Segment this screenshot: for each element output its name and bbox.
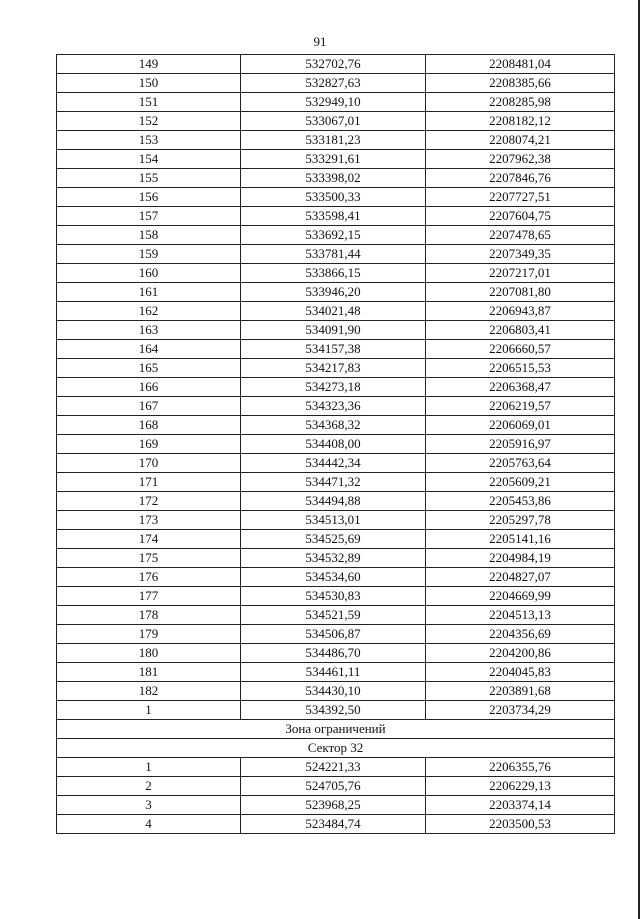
coord-x: 534513,01	[241, 511, 426, 530]
table-row	[57, 701, 615, 720]
point-number: 169	[57, 435, 241, 454]
table-row	[57, 587, 615, 606]
table-row	[57, 188, 615, 207]
coord-x: 534021,48	[241, 302, 426, 321]
coord-x: 533781,44	[241, 245, 426, 264]
coord-y: 2207846,76	[426, 169, 615, 188]
point-number: 155	[57, 169, 241, 188]
coord-y: 2206229,13	[426, 777, 615, 796]
table-row	[57, 796, 615, 815]
coord-x: 534532,89	[241, 549, 426, 568]
table-row	[57, 682, 615, 701]
coord-x: 534486,70	[241, 644, 426, 663]
table-row	[57, 226, 615, 245]
coord-x: 533692,15	[241, 226, 426, 245]
page-number: 91	[313, 34, 327, 49]
point-number: 167	[57, 397, 241, 416]
point-number: 150	[57, 74, 241, 93]
point-number: 168	[57, 416, 241, 435]
point-number: 149	[57, 55, 241, 74]
point-number: 153	[57, 131, 241, 150]
coord-x: 533181,23	[241, 131, 426, 150]
coord-y: 2203374,14	[426, 796, 615, 815]
coord-y: 2208285,98	[426, 93, 615, 112]
coord-y: 2203500,53	[426, 815, 615, 834]
coord-x: 534408,00	[241, 435, 426, 454]
coord-y: 2205453,86	[426, 492, 615, 511]
table-row	[57, 207, 615, 226]
table-row	[57, 777, 615, 796]
coordinates-table	[56, 54, 615, 834]
coord-x: 533598,41	[241, 207, 426, 226]
coord-x: 534273,18	[241, 378, 426, 397]
point-number: 179	[57, 625, 241, 644]
coord-x: 533067,01	[241, 112, 426, 131]
point-number: 2	[57, 777, 241, 796]
point-number: 162	[57, 302, 241, 321]
point-number: 177	[57, 587, 241, 606]
coord-y: 2204356,69	[426, 625, 615, 644]
coord-x: 532949,10	[241, 93, 426, 112]
point-number: 181	[57, 663, 241, 682]
coord-x: 523484,74	[241, 815, 426, 834]
coord-x: 534534,60	[241, 568, 426, 587]
table-row	[57, 435, 615, 454]
point-number: 178	[57, 606, 241, 625]
point-number: 1	[57, 701, 241, 720]
point-number: 170	[57, 454, 241, 473]
coord-y: 2204513,13	[426, 606, 615, 625]
table-row	[57, 758, 615, 777]
point-number: 182	[57, 682, 241, 701]
coord-x: 534461,11	[241, 663, 426, 682]
sector-title: Сектор 32	[57, 739, 615, 758]
coord-y: 2205609,21	[426, 473, 615, 492]
coord-y: 2205916,97	[426, 435, 615, 454]
coord-x: 534471,32	[241, 473, 426, 492]
table-row	[57, 112, 615, 131]
coord-x: 533946,20	[241, 283, 426, 302]
table-row	[57, 55, 615, 74]
table-row	[57, 74, 615, 93]
coord-y: 2205141,16	[426, 530, 615, 549]
coord-y: 2208074,21	[426, 131, 615, 150]
table-row	[57, 663, 615, 682]
point-number: 154	[57, 150, 241, 169]
coord-x: 534091,90	[241, 321, 426, 340]
point-number: 172	[57, 492, 241, 511]
table-row	[57, 606, 615, 625]
coord-y: 2207727,51	[426, 188, 615, 207]
coord-y: 2204827,07	[426, 568, 615, 587]
coord-y: 2206515,53	[426, 359, 615, 378]
coord-y: 2206943,87	[426, 302, 615, 321]
table-row	[57, 416, 615, 435]
coord-y: 2203734,29	[426, 701, 615, 720]
point-number: 175	[57, 549, 241, 568]
coord-y: 2204984,19	[426, 549, 615, 568]
coord-x: 534442,34	[241, 454, 426, 473]
coord-y: 2208182,12	[426, 112, 615, 131]
table-row	[57, 321, 615, 340]
point-number: 173	[57, 511, 241, 530]
table-row	[57, 815, 615, 834]
point-number: 157	[57, 207, 241, 226]
table-row	[57, 93, 615, 112]
table-row	[57, 169, 615, 188]
point-number: 176	[57, 568, 241, 587]
coord-y: 2206219,57	[426, 397, 615, 416]
table-row	[57, 397, 615, 416]
point-number: 164	[57, 340, 241, 359]
coord-y: 2207217,01	[426, 264, 615, 283]
coord-y: 2206803,41	[426, 321, 615, 340]
table-body-top	[57, 55, 615, 720]
coord-y: 2207962,38	[426, 150, 615, 169]
table-row	[57, 245, 615, 264]
coord-x: 534323,36	[241, 397, 426, 416]
point-number: 1	[57, 758, 241, 777]
coord-x: 534217,83	[241, 359, 426, 378]
table-row	[57, 264, 615, 283]
point-number: 171	[57, 473, 241, 492]
coord-y: 2205763,64	[426, 454, 615, 473]
table-row	[57, 549, 615, 568]
table-body-bottom	[57, 758, 615, 834]
coord-y: 2207081,80	[426, 283, 615, 302]
coord-y: 2207349,35	[426, 245, 615, 264]
coord-x: 533291,61	[241, 150, 426, 169]
coord-x: 533500,33	[241, 188, 426, 207]
coord-x: 534525,69	[241, 530, 426, 549]
coord-x: 533398,02	[241, 169, 426, 188]
coord-x: 534430,10	[241, 682, 426, 701]
table-row	[57, 131, 615, 150]
point-number: 180	[57, 644, 241, 663]
table-row	[57, 511, 615, 530]
point-number: 163	[57, 321, 241, 340]
coord-y: 2206660,57	[426, 340, 615, 359]
coord-y: 2206069,01	[426, 416, 615, 435]
coord-x: 534392,50	[241, 701, 426, 720]
point-number: 161	[57, 283, 241, 302]
point-number: 160	[57, 264, 241, 283]
table-row	[57, 568, 615, 587]
table-row	[57, 302, 615, 321]
table-row	[57, 359, 615, 378]
point-number: 151	[57, 93, 241, 112]
table-row	[57, 340, 615, 359]
coord-y: 2204200,86	[426, 644, 615, 663]
coord-x: 534494,88	[241, 492, 426, 511]
coord-y: 2206368,47	[426, 378, 615, 397]
coord-y: 2207478,65	[426, 226, 615, 245]
table-row	[57, 492, 615, 511]
table-row	[57, 150, 615, 169]
coord-y: 2205297,78	[426, 511, 615, 530]
coord-x: 534368,32	[241, 416, 426, 435]
coord-y: 2204045,83	[426, 663, 615, 682]
coord-x: 533866,15	[241, 264, 426, 283]
zone-title: Зона ограничений	[57, 720, 615, 739]
coord-x: 532827,63	[241, 74, 426, 93]
point-number: 174	[57, 530, 241, 549]
table-row	[57, 454, 615, 473]
table-row	[57, 283, 615, 302]
coord-x: 534521,59	[241, 606, 426, 625]
coord-y: 2204669,99	[426, 587, 615, 606]
point-number: 159	[57, 245, 241, 264]
table-row	[57, 378, 615, 397]
table-row	[57, 625, 615, 644]
table-row	[57, 530, 615, 549]
point-number: 156	[57, 188, 241, 207]
coord-x: 523968,25	[241, 796, 426, 815]
table-row	[57, 473, 615, 492]
coord-x: 534157,38	[241, 340, 426, 359]
table-row	[57, 644, 615, 663]
sector-row	[57, 739, 615, 758]
coord-x: 524221,33	[241, 758, 426, 777]
coord-x: 534530,83	[241, 587, 426, 606]
zone-row	[57, 720, 615, 739]
coord-y: 2208481,04	[426, 55, 615, 74]
table-section-headers	[57, 720, 615, 758]
point-number: 166	[57, 378, 241, 397]
coord-y: 2206355,76	[426, 758, 615, 777]
point-number: 165	[57, 359, 241, 378]
coord-x: 524705,76	[241, 777, 426, 796]
point-number: 4	[57, 815, 241, 834]
coord-y: 2207604,75	[426, 207, 615, 226]
coord-x: 534506,87	[241, 625, 426, 644]
coord-x: 532702,76	[241, 55, 426, 74]
point-number: 158	[57, 226, 241, 245]
point-number: 3	[57, 796, 241, 815]
coord-y: 2203891,68	[426, 682, 615, 701]
coord-y: 2208385,66	[426, 74, 615, 93]
point-number: 152	[57, 112, 241, 131]
